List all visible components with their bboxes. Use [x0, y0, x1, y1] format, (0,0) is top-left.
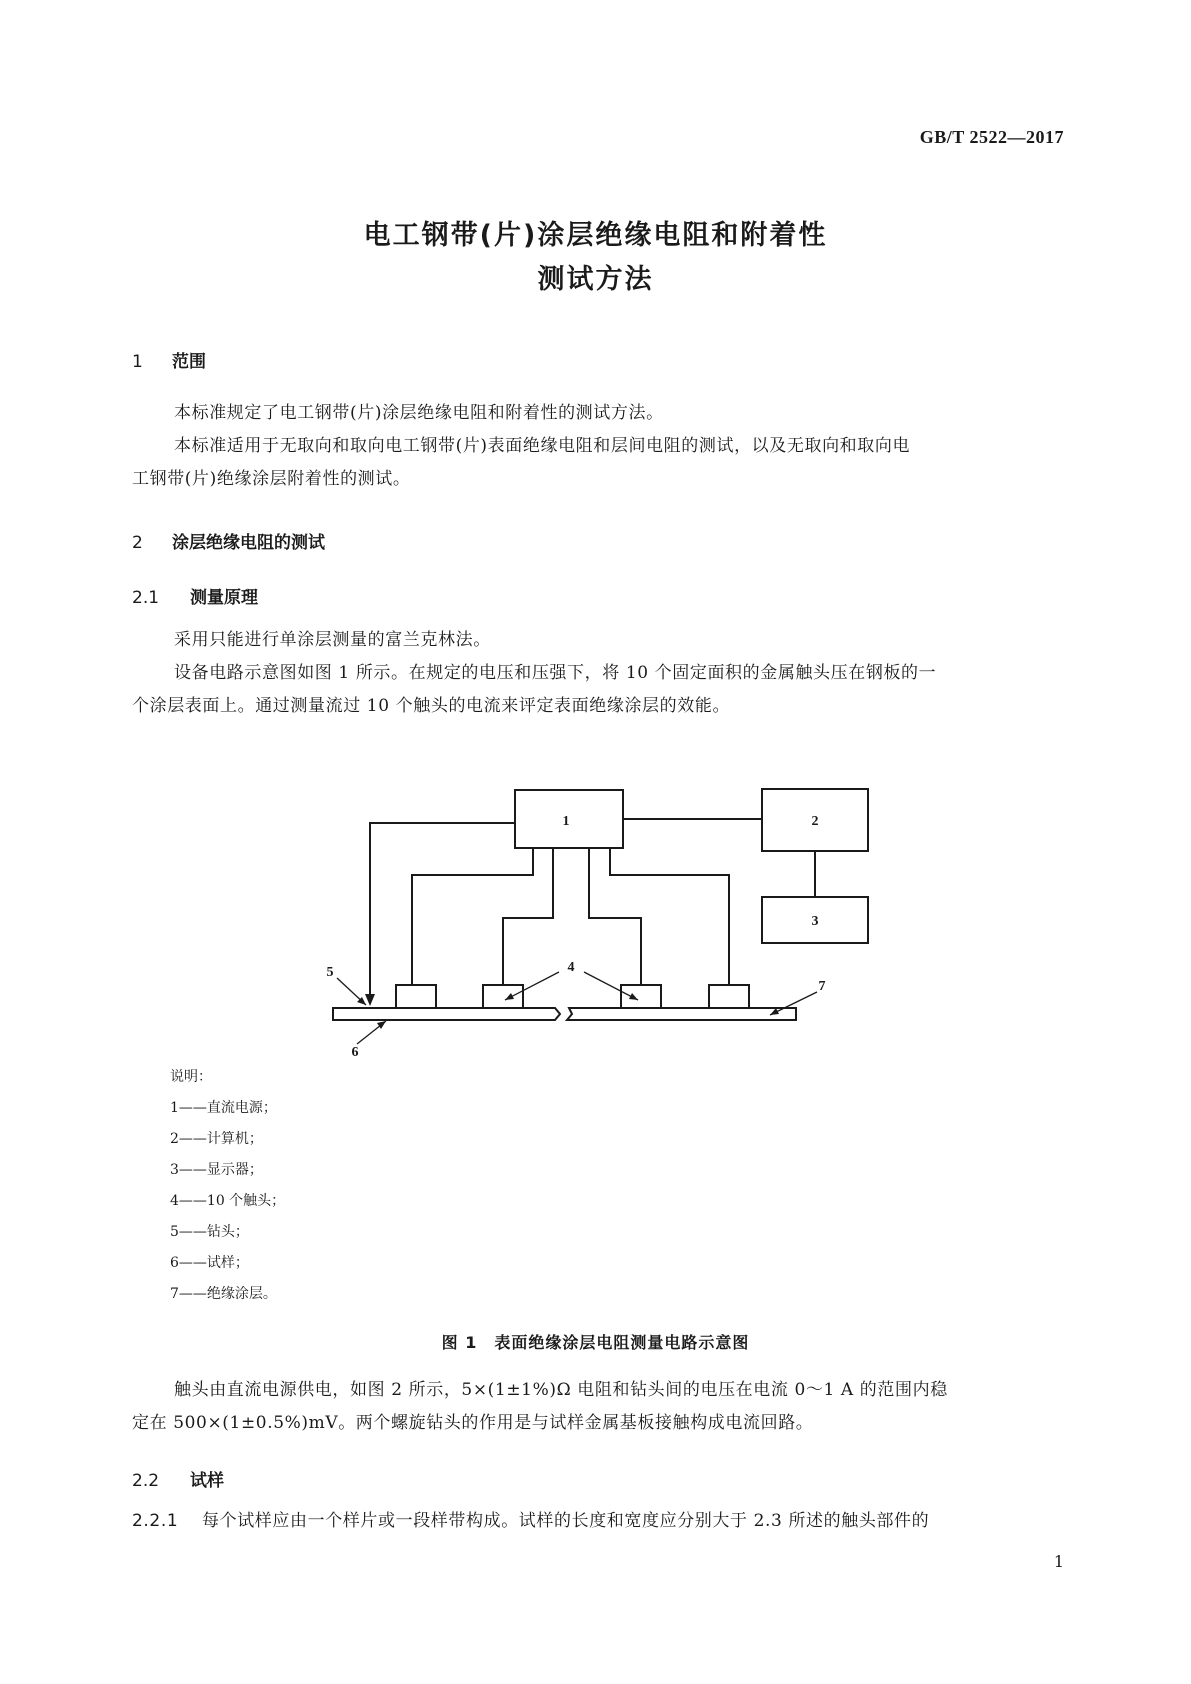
- legend-item: 5——钻头；: [170, 1224, 249, 1240]
- paragraph-after-figure: [132, 1374, 1062, 1440]
- legend-title: 说明：: [170, 1069, 212, 1085]
- section-title: 试样: [190, 1471, 224, 1491]
- contact-block: [621, 985, 661, 1008]
- label-1: 1: [562, 814, 570, 829]
- label-5: 5: [326, 965, 334, 980]
- label-2: 2: [811, 814, 819, 829]
- wire-contact-2: [503, 848, 553, 985]
- page-number: 1: [1053, 1552, 1064, 1571]
- section-title: 范围: [172, 352, 206, 372]
- legend-item: 6——试样；: [170, 1255, 249, 1271]
- legend-item: 7——绝缘涂层。: [170, 1286, 277, 1302]
- sample-plate-right: [567, 1008, 796, 1020]
- clause-text: 每个试样应由一个样片或一段样带构成。试样的长度和宽度应分别大于 2.3 所述的触头部件的: [202, 1511, 930, 1531]
- paragraph-line: 个涂层表面上。通过测量流过 10 个触头的电流来评定表面绝缘涂层的效能。: [132, 696, 731, 716]
- paragraph-line: 触头由直流电源供电，如图 2 所示，5×(1±1%)Ω 电阻和钻头间的电压在电流 0～1 A 的范围内稳: [174, 1380, 948, 1400]
- wire-drill: [370, 823, 515, 998]
- label-7: 7: [818, 979, 826, 994]
- label-3: 3: [811, 914, 819, 929]
- wire-contact-1: [412, 848, 533, 985]
- figure-caption: 图 1 表面绝缘涂层电阻测量电路示意图: [441, 1333, 750, 1352]
- section-number: 2: [132, 533, 143, 553]
- section-title: 测量原理: [190, 588, 258, 608]
- section-2-2-heading: [132, 1466, 224, 1491]
- clause-number: 2.2.1: [132, 1511, 179, 1531]
- paragraph-line: 本标准适用于无取向和取向电工钢带(片)表面绝缘电阻和层间电阻的测试，以及无取向和取向电: [174, 436, 911, 456]
- document-title-line1: 电工钢带(片)涂层绝缘电阻和附着性: [363, 220, 828, 251]
- section-number: 2.1: [132, 588, 160, 608]
- section-2-2-1-body: [132, 1505, 1092, 1538]
- arrowhead-icon: [629, 993, 638, 1000]
- standard-number: GB/T 2522—2017: [919, 127, 1064, 147]
- sample-plate-left: [333, 1008, 560, 1020]
- paragraph-line: [132, 1505, 1092, 1538]
- legend-item: 1——直流电源；: [170, 1100, 277, 1116]
- section-number: 1: [132, 352, 143, 372]
- label-4: 4: [567, 960, 575, 975]
- contact-block: [483, 985, 523, 1008]
- legend-item: 4——10 个触头；: [170, 1193, 286, 1209]
- document-title-line2: 测试方法: [537, 264, 654, 295]
- legend-item: 2——计算机；: [170, 1131, 263, 1147]
- paragraph-line: 设备电路示意图如图 1 所示。在规定的电压和压强下，将 10 个固定面积的金属触头压在钢板的一: [174, 663, 937, 683]
- paragraph-line: 工钢带(片)绝缘涂层附着性的测试。: [132, 469, 411, 489]
- contact-block: [709, 985, 749, 1008]
- wire-contact-3: [589, 848, 641, 985]
- arrowhead-icon: [505, 993, 514, 1000]
- paragraph: 本标准规定了电工钢带(片)涂层绝缘电阻和附着性的测试方法。: [174, 403, 664, 423]
- wire-contact-4: [610, 848, 729, 985]
- section-number: 2.2: [132, 1471, 160, 1491]
- label-6: 6: [351, 1045, 359, 1060]
- arrowhead-icon: [770, 1008, 779, 1015]
- section-title: 涂层绝缘电阻的测试: [172, 533, 325, 553]
- paragraph: 采用只能进行单涂层测量的富兰克林法。: [174, 630, 491, 650]
- paragraph-line: 定在 500×(1±0.5%)mV。两个螺旋钻头的作用是与试样金属基板接触构成电流回路。: [132, 1413, 814, 1433]
- drill-arrow-icon: [365, 994, 375, 1006]
- figure-legend: [170, 1062, 285, 1310]
- legend-item: 3——显示器；: [170, 1162, 263, 1178]
- contact-block: [396, 985, 436, 1008]
